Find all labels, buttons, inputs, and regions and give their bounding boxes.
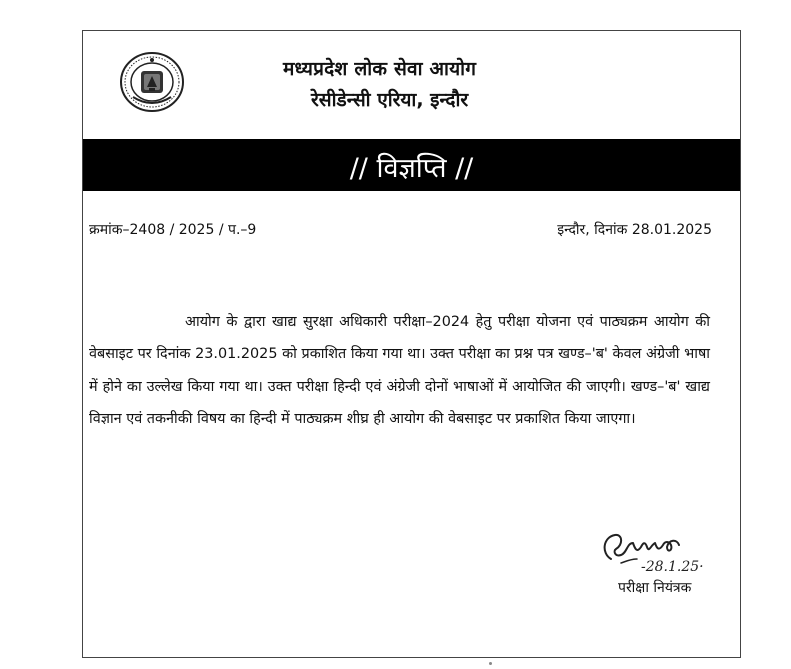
signatory-designation: परीक्षा नियंत्रक <box>618 580 692 596</box>
scan-artifact <box>489 662 492 665</box>
title-bar <box>83 139 740 191</box>
organization-address: रेसीडेन्सी एरिया, इन्दौर <box>311 89 469 111</box>
notice-document <box>82 30 741 658</box>
notice-body: आयोग के द्वारा खाद्य सुरक्षा अधिकारी परीक्षा–2024 हेतु परीक्षा योजना एवं पाठ्यक्रम आयोग की वेबसाइट पर दिनांक 23.01.2025 को प्रकाशित किया गया था। उक्त परीक्षा का प्रश्न पत्र खण्ड–'ब' केवल अंग्रेजी भाषा में होने का उल्लेख किया गया था। उक्त परीक्षा हिन्दी एवं अंग्रेजी दोनों भाषाओं में आयोजित की जाएगी। खण्ड–'ब' खाद्य विज्ञान एवं तकनीकी विषय का हिन्दी में पाठ्यक्रम शीघ्र ही आयोग की वेबसाइट पर प्रकाशित किया जाएगा। <box>89 314 710 427</box>
emblem-seal-icon <box>119 51 185 113</box>
reference-number: क्रमांक–2408 / 2025 / प.–9 <box>89 222 257 238</box>
organization-name: मध्यप्रदेश लोक सेवा आयोग <box>283 58 477 80</box>
letterhead <box>83 31 740 139</box>
issue-date: इन्दौर, दिनांक 28.01.2025 <box>557 222 712 238</box>
svg-text:-28.1.25·: -28.1.25· <box>641 559 704 575</box>
handwritten-signature <box>597 523 737 575</box>
notice-title: // विज्ञप्ति // <box>349 153 474 184</box>
